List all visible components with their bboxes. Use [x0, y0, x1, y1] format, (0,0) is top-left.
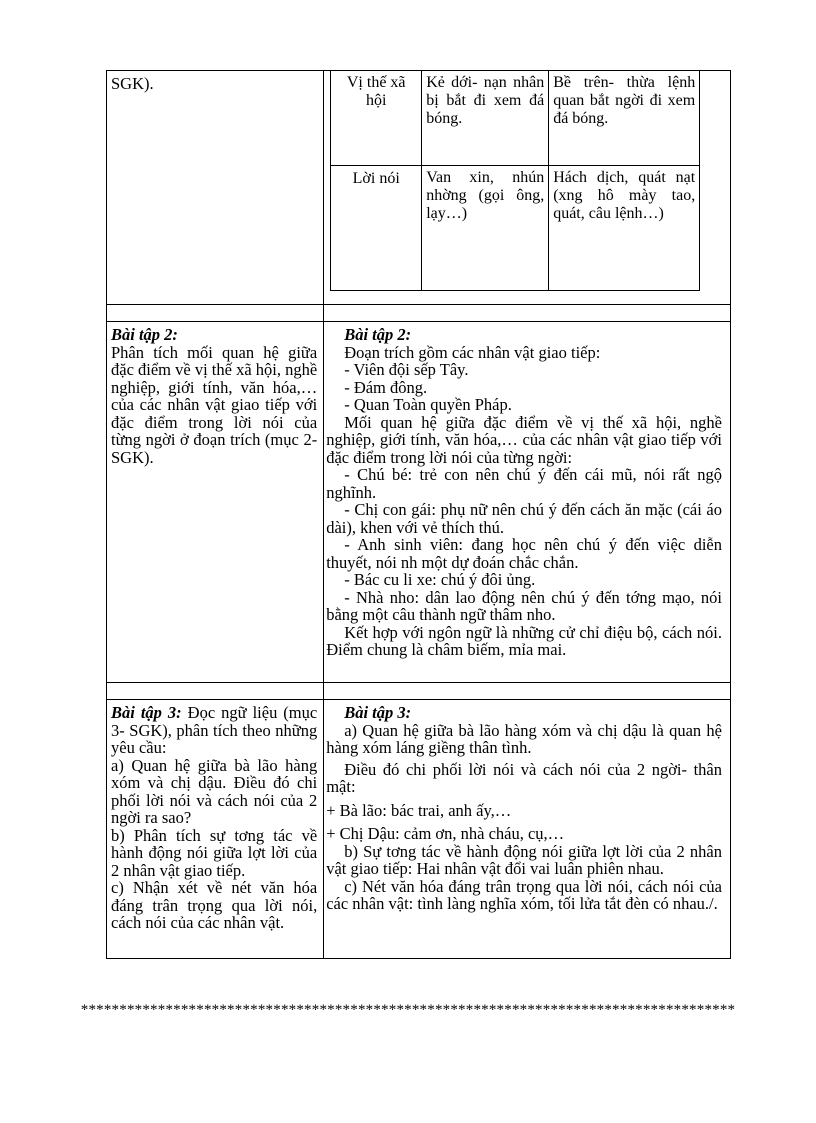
- subtable-label: [331, 166, 422, 291]
- bt2-question-cell: [107, 322, 324, 683]
- bt2-point: - Chị con gái: phụ nữ nên chú ý đến cách ăn mặc (cái áo dài), khen với vẻ thích thú.: [326, 500, 722, 537]
- bt3-title-right: Bài tập 3:: [344, 703, 412, 722]
- row1-right-cell: [324, 71, 731, 305]
- bt3-title-left: Bài tập 3:: [111, 703, 182, 722]
- table-row: [107, 71, 731, 305]
- spacer-row: [107, 305, 731, 322]
- row1-left-text: SGK).: [111, 74, 154, 93]
- bt3-answer: Điều đó chi phối lời nói và cách nói của 2 ngời- thân mật:: [326, 759, 722, 796]
- subtable-cell: Van xin, nhún nhờng (gọi ông, lạy…): [422, 166, 549, 291]
- bt3-question-item: a) Quan hệ giữa bà lão hàng xóm và chị dậu. Điều đó chi phối lời nói và cách nói của 2 ngời ra sao?: [111, 755, 318, 827]
- footer-separator: *************************************************************************************: [80, 1002, 736, 1018]
- bt2-point: - Anh sinh viên: đang học nên chú ý đến việc diễn thuyết, nói nh một dự đoán chắc chắn.: [326, 535, 722, 572]
- bt2-answer-cell: [324, 322, 731, 683]
- bt2-intro: Đoạn trích gồm các nhân vật giao tiếp:: [344, 342, 601, 362]
- lesson-table: [106, 70, 731, 959]
- table-row: [107, 700, 731, 959]
- bt3-question-item: b) Phân tích sự tơng tác về hành động nói giữa lợt lời của 2 nhân vật giao tiếp.: [111, 825, 318, 880]
- bt3-answer: + Bà lão: bác trai, anh ấy,…: [326, 800, 512, 820]
- subtable-cell: Kẻ dới- nạn nhân bị bắt đi xem đá bóng.: [422, 71, 549, 166]
- bt2-title-left: Bài tập 2:: [111, 325, 178, 344]
- bt3-answer: b) Sự tơng tác về hành động nói giữa lợt lời của 2 nhân vật giao tiếp: Hai nhân vật đổi vai luân phiên nhau.: [326, 841, 722, 878]
- bt2-title-right: Bài tập 2:: [344, 325, 412, 344]
- bt3-answer: c) Nét văn hóa đáng trân trọng qua lời nói, cách nói của các nhân vật: tình làng nghĩa xóm, tối lửa tắt đèn có nhau./.: [326, 876, 722, 913]
- bt2-point: - Bác cu li xe: chú ý đôi ủng.: [344, 570, 536, 589]
- bt3-question-intro: [111, 704, 317, 757]
- bt3-answer: a) Quan hệ giữa bà lão hàng xóm và chị dậu là quan hệ hàng xóm láng giềng thân tình.: [326, 720, 722, 757]
- subtable-label: Vị thế xã hội: [331, 71, 422, 166]
- table-row: [107, 322, 731, 683]
- subtable-cell: Bề trên- thừa lệnh quan bắt ngời đi xem đá bóng.: [549, 71, 700, 166]
- subtable-cell: Hách dịch, quát nạt (xng hô mày tao, quát, câu lệnh…): [549, 166, 700, 291]
- subtable-row-speech: [331, 166, 700, 291]
- bt2-point: - Nhà nho: dân lao động nên chú ý đến tớng mạo, nói bằng một câu thành ngữ thâm nho.: [326, 587, 722, 624]
- bt3-answer: + Chị Dậu: cảm ơn, nhà cháu, cụ,…: [326, 824, 565, 843]
- bt2-conclusion: Kết hợp với ngôn ngữ là những cử chỉ điệu bộ, cách nói. Điểm chung là châm biếm, mỉa mai.: [326, 623, 722, 659]
- comparison-subtable: [330, 70, 700, 291]
- bt3-question-item: c) Nhận xét về nét văn hóa đáng trân trọng qua lời nói, cách nói của các nhân vật.: [111, 878, 318, 932]
- bt2-relation: Mối quan hệ giữa đặc điểm về vị thế xã hội, nghề nghiệp, giới tính, văn hóa,… của các nhân vật giao tiếp với đặc điểm trong lời nói của từng ngời:: [326, 412, 722, 467]
- bt3-answer-cell: [324, 700, 731, 959]
- bt3-question-cell: [107, 700, 324, 959]
- row1-left-cell: [107, 71, 324, 305]
- bt2-point: - Chú bé: trẻ con nên chú ý đến cái mũ, nói rất ngộ nghĩnh.: [326, 465, 722, 502]
- subtable-label-text: Lời nói: [352, 170, 400, 187]
- bt2-char: - Viên đội sếp Tây.: [344, 360, 469, 379]
- subtable-row-status: [331, 71, 700, 166]
- bt2-char: - Đám đông.: [344, 377, 428, 397]
- bt3-intro-text: Đọc ngữ liệu (mục 3- SGK), phân tích theo những yêu cầu:: [111, 703, 318, 757]
- bt2-question: Phân tích mối quan hệ giữa đặc điểm về vị thế xã hội, nghề nghiệp, giới tính, văn hóa,… của các nhân vật giao tiếp với đặc điểm trong lời nói của từng ngời ở đoạn trích (mục 2- SGK).: [111, 342, 318, 467]
- spacer-row: [107, 683, 731, 700]
- bt2-char: - Quan Toàn quyền Pháp.: [344, 395, 512, 414]
